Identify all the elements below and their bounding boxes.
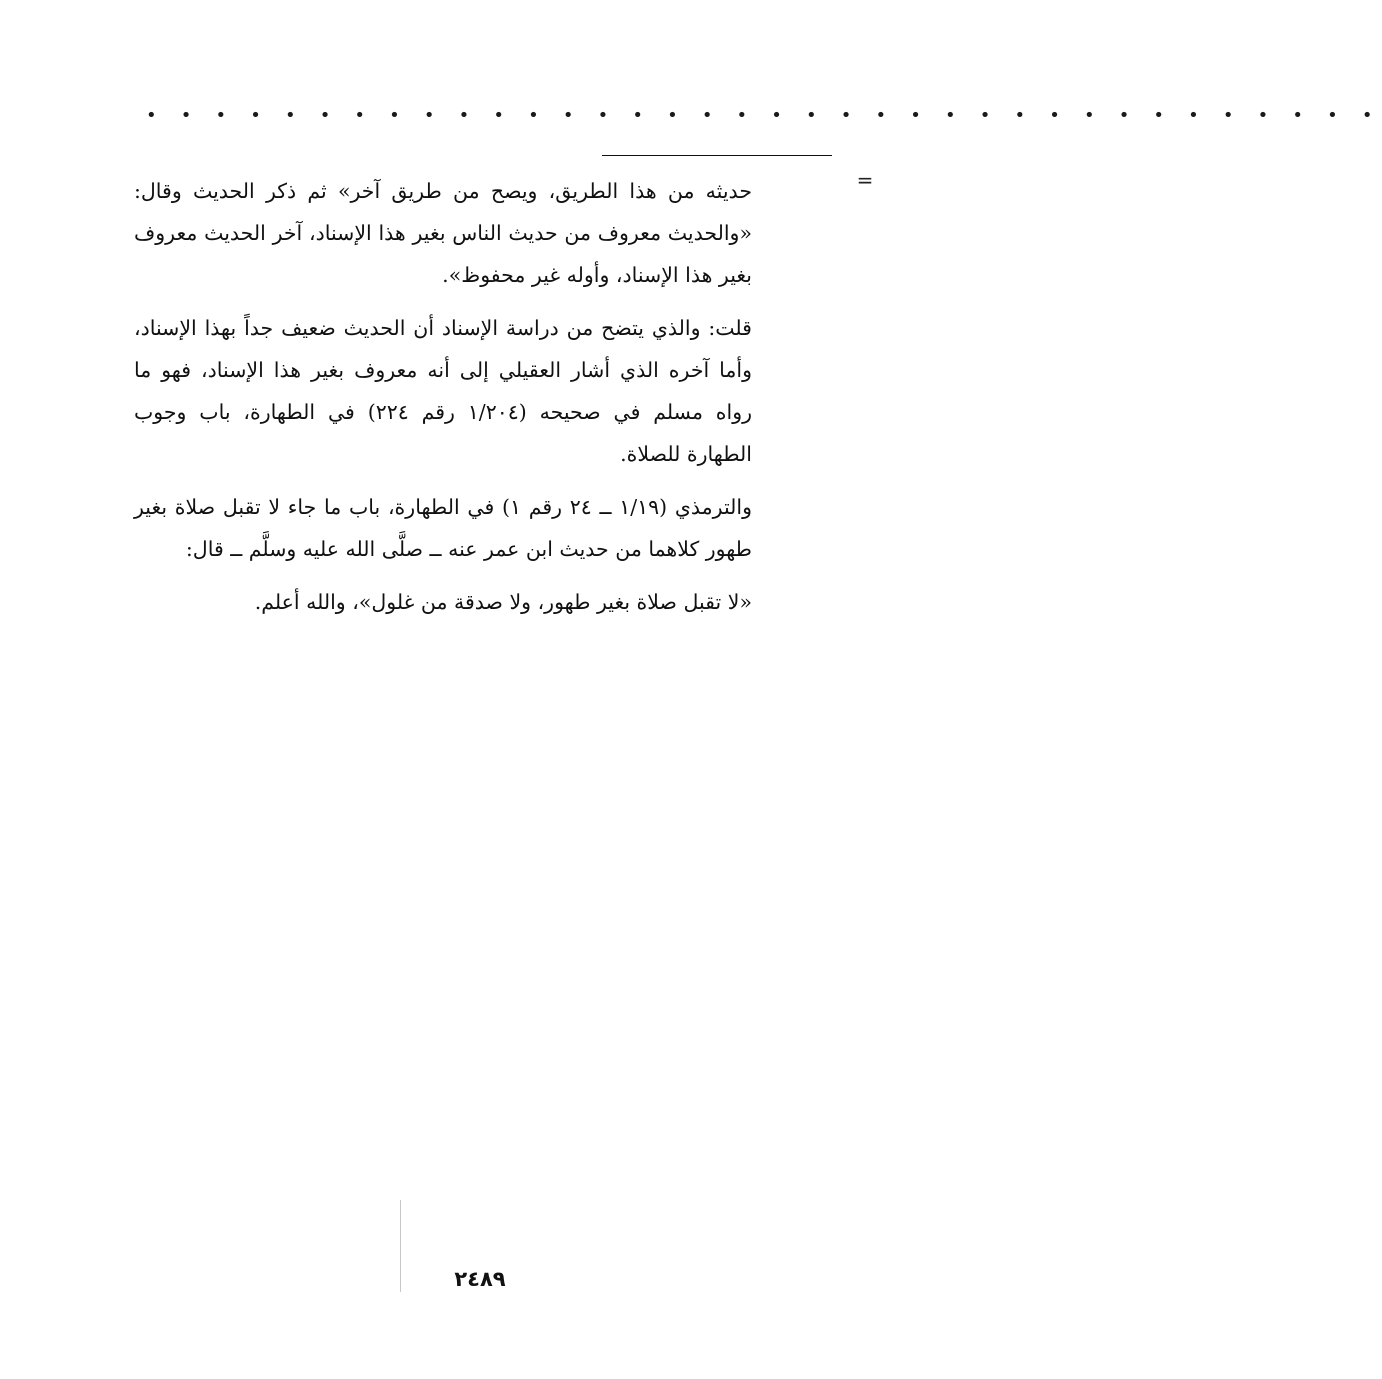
footnote-paragraph-3: والترمذي (١/١٩ ــ ٢٤ رقم ١) في الطهارة، باب ما جاء لا تقبل صلاة بغير طهور كلاهما من حديث ابن عمر عنه ــ صلَّى الله عليه وسلَّم ــ قال: (134, 495, 753, 561)
footnote-paragraph-4: «لا تقبل صلاة بغير طهور، ولا صدقة من غلول»، والله أعلم. (254, 590, 752, 614)
page-number: ٢٤٨٩ (454, 1267, 506, 1291)
footnote-paragraph-1: حديثه من هذا الطريق، ويصح من طريق آخر» ثم ذكر الحديث وقال: «والحديث معروف من حديث الناس بغير هذا الإسناد، آخر الحديث معروف بغير هذا الإسناد، وأوله غير محفوظ». (134, 179, 752, 287)
continuation-mark: = (856, 168, 874, 192)
footnote-paragraph-2: قلت: والذي يتضح من دراسة الإسناد أن الحديث ضعيف جداً بهذا الإسناد، وأما آخره الذي أشار العقيلي إلى أنه معروف بغير هذا الإسناد، فهو ما رواه مسلم في صحيحه (١/٢٠٤ رقم ٢٢٤) في الطهارة، باب وجوب الطهارة للصلاة. (134, 316, 753, 466)
footnote-text (134, 170, 753, 614)
footnote-rule (602, 155, 832, 156)
dotted-separator: • • • • • • • • • • • • • • • • • • • • • • • • • • • • • • • • • • • • (146, 105, 1382, 126)
